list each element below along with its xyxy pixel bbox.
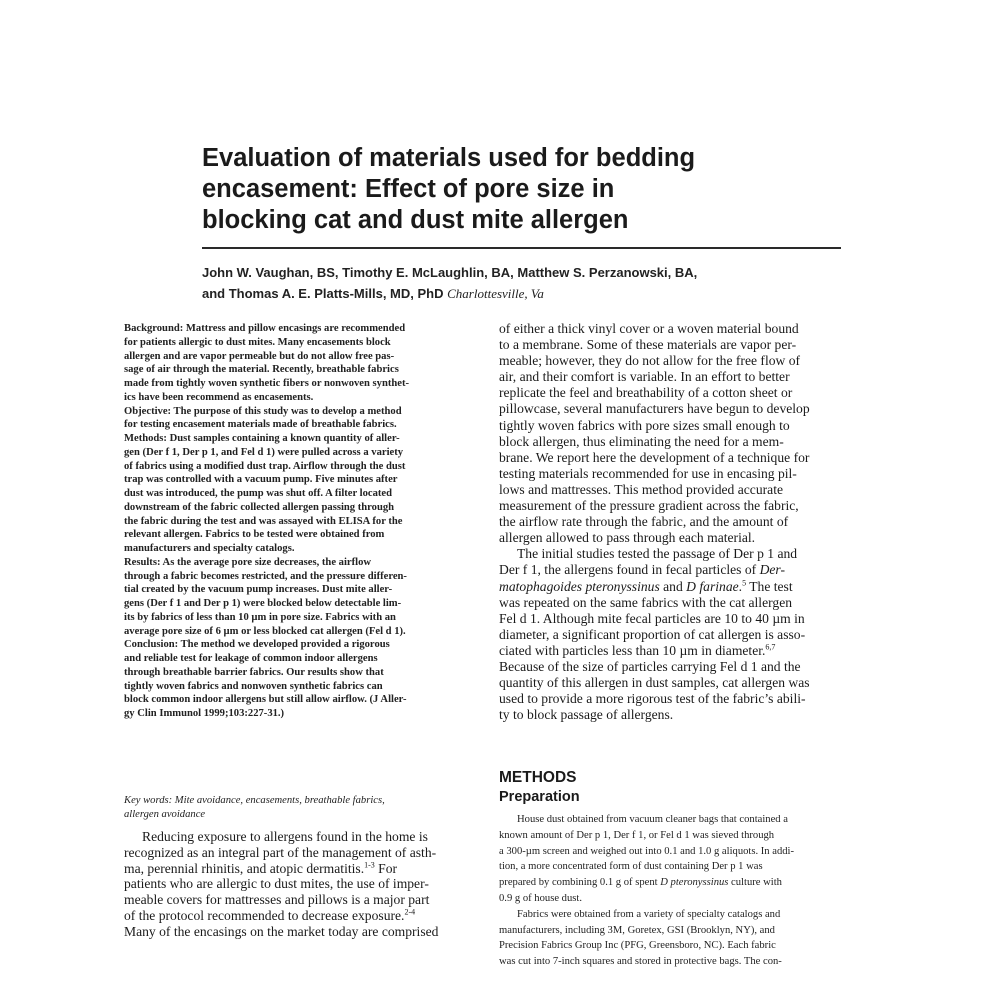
- body-line: matophagoides pteronyssinus and D farinae.$^5$ The test: [499, 577, 793, 594]
- abstract-line: Results: As the average pore size decreases, the airflow: [124, 556, 372, 568]
- body-line: measurement of the pressure gradient across the fabric,: [499, 498, 799, 514]
- abstract-line: manufacturers and specialty catalogs.: [124, 543, 295, 554]
- body-line: ciated with particles less than 10 µm in diameter.$^{6,7}$: [499, 642, 776, 658]
- methods-line: Fabrics were obtained from a variety of specialty catalogs and: [517, 908, 781, 920]
- body-line: Der f 1, the allergens found in fecal particles of Der-: [499, 562, 785, 578]
- body-line: allergen allowed to pass through each material.: [499, 530, 756, 546]
- abstract-line: sage of air through the material. Recently, breathable fabrics: [124, 364, 399, 376]
- methods-line: prepared by combining 0.1 g of spent D pteronyssinus culture with: [499, 877, 782, 889]
- body-line: used to provide a more rigorous test of the fabric’s abili-: [499, 691, 806, 707]
- body-line: tightly woven fabrics with pore sizes small enough to: [499, 417, 790, 433]
- body-line: pillowcase, several manufacturers have begun to develop: [499, 401, 810, 417]
- body-line: ty to block passage of allergens.: [499, 707, 674, 723]
- abstract-line: Background: Mattress and pillow encasings are recommended: [124, 323, 406, 334]
- body-line: was repeated on the same fabrics with the cat allergen: [499, 594, 793, 610]
- methods-line: House dust obtained from vacuum cleaner bags that contained a: [517, 814, 788, 825]
- abstract-line: Methods: Dust samples containing a known quantity of aller-: [124, 433, 400, 444]
- methods-line: was cut into 7-inch squares and stored in protective bags. The con-: [499, 956, 782, 968]
- article-title: [202, 143, 822, 236]
- abstract-line: of fabrics using a modified dust trap. Airflow through the dust: [124, 460, 406, 472]
- right-column-text: [499, 321, 844, 723]
- abstract-line: allergen and are vapor permeable but do not allow free pas-: [124, 350, 395, 362]
- author-line-1: John W. Vaughan, BS, Timothy E. McLaughlin, BA, Matthew S. Perzanowski, BA,: [202, 265, 698, 280]
- methods-line: tion, a more concentrated form of dust containing Der p 1 was: [499, 861, 763, 873]
- abstract-line: tightly woven fabrics and nonwoven synthetic fabrics can: [124, 680, 383, 692]
- author-line-2: and Thomas A. E. Platts-Mills, MD, PhD Charlottesville, Va: [202, 286, 544, 301]
- preparation-subheading: Preparation: [499, 789, 580, 805]
- abstract-line: through a fabric becomes restricted, and the pressure differen-: [124, 570, 407, 582]
- body-line: meable; however, they do not allow for the free flow of: [499, 353, 801, 369]
- intro-line: Reducing exposure to allergens found in the home is: [142, 829, 428, 844]
- title-line: Evaluation of materials used for bedding: [202, 144, 696, 172]
- body-line: to a membrane. Some of these materials are vapor per-: [499, 337, 797, 353]
- abstract-line: made from tightly woven synthetic fibers or nonwoven synthet-: [124, 378, 410, 389]
- title-line: encasement: Effect of pore size in: [202, 175, 615, 203]
- citation: 2-4: [404, 907, 416, 917]
- intro-line: meable covers for mattresses and pillows is a major part: [124, 892, 430, 908]
- methods-line: a 300-µm screen and weighed out into 0.1 and 1.0 g aliquots. In addi-: [499, 845, 795, 857]
- abstract-line: and reliable test for leakage of common indoor allergens: [124, 653, 378, 664]
- author-list: [202, 262, 852, 304]
- intro-line: ma, perennial rhinitis, and atopic dermatitis.$^{1-3}$ For: [124, 860, 398, 876]
- affiliation: Charlottesville, Va: [447, 286, 544, 301]
- abstract-line: through breathable barrier fabrics. Our results show that: [124, 666, 384, 678]
- body-line: the airflow rate through the fabric, and the amount of: [499, 514, 789, 530]
- body-line: brane. We report here the development of a technique for: [499, 449, 810, 465]
- abstract-line: dust was introduced, the pump was shut off. A filter located: [124, 488, 393, 499]
- title-rule: [202, 247, 841, 249]
- abstract-line: trap was controlled with a vacuum pump. Five minutes after: [124, 474, 398, 486]
- methods-line: known amount of Der p 1, Der f 1, or Fel d 1 was sieved through: [499, 829, 775, 841]
- abstract-line: block common indoor allergens but still allow airflow. (J Aller-: [124, 694, 407, 706]
- abstract-line: for patients allergic to dust mites. Many encasements block: [124, 336, 391, 348]
- methods-line: Precision Fabrics Group Inc (PFG, Greensboro, NC). Each fabric: [499, 940, 776, 952]
- abstract: [124, 322, 474, 721]
- methods-heading: METHODS: [499, 769, 577, 786]
- body-line: air, and their comfort is variable. In an effort to better: [499, 369, 790, 385]
- keywords: [124, 794, 474, 821]
- intro-line: recognized as an integral part of the management of asth-: [124, 844, 437, 860]
- keywords-line: Key words: Mite avoidance, encasements, breathable fabrics,: [124, 795, 385, 806]
- citation: 6,7: [765, 642, 776, 652]
- abstract-line: Conclusion: The method we developed provided a rigorous: [124, 639, 390, 651]
- abstract-line: relevant allergen. Fabrics to be tested were obtained from: [124, 529, 385, 541]
- body-line: testing materials recommended for use in encasing pil-: [499, 465, 797, 481]
- body-line: lows and mattresses. This method provided accurate: [499, 481, 784, 497]
- keywords-line: allergen avoidance: [124, 808, 206, 820]
- abstract-line: the fabric during the test and was assayed with ELISA for the: [124, 515, 403, 527]
- abstract-line: downstream of the fabric collected allergen passing through: [124, 501, 395, 513]
- methods-line: manufacturers, including 3M, Goretex, GSI (Brooklyn, NY), and: [499, 924, 775, 936]
- abstract-line: Objective: The purpose of this study was to develop a method: [124, 405, 402, 417]
- intro-paragraph: [124, 829, 474, 940]
- body-line: of either a thick vinyl cover or a woven material bound: [499, 321, 799, 336]
- abstract-line: for testing encasement materials made of breathable fabrics.: [124, 419, 397, 431]
- abstract-line: ics have been recommend as encasements.: [124, 391, 314, 403]
- abstract-line: gy Clin Immunol 1999;103:227-31.): [124, 708, 285, 719]
- abstract-line: gen (Der f 1, Der p 1, and Fel d 1) were pulled across a variety: [124, 446, 404, 458]
- intro-line: Many of the encasings on the market today are comprised: [124, 923, 439, 939]
- body-line: replicate the feel and breathability of a cotton sheet or: [499, 385, 793, 401]
- body-line: block allergen, thus eliminating the need for a mem-: [499, 433, 784, 449]
- body-line: Because of the size of particles carrying Fel d 1 and the: [499, 658, 801, 674]
- abstract-line: average pore size of 6 µm or less blocked cat allergen (Fel d 1).: [124, 625, 406, 637]
- abstract-line: its by fabrics of less than 10 µm in pore size. Fabrics with an: [124, 611, 396, 623]
- methods-line: 0.9 g of house dust.: [499, 892, 582, 904]
- intro-line: patients who are allergic to dust mites, the use of imper-: [124, 876, 429, 892]
- citation: 1-3: [364, 860, 375, 870]
- methods-text: [499, 812, 844, 970]
- intro-line: of the protocol recommended to decrease exposure.$^{2-4}$: [124, 907, 416, 923]
- body-line: quantity of this allergen in dust samples, cat allergen was: [499, 675, 810, 691]
- body-line: diameter, a significant proportion of cat allergen is asso-: [499, 626, 806, 642]
- abstract-line: tial created by the vacuum pump increases. Dust mite aller-: [124, 584, 393, 596]
- citation: 5: [742, 577, 747, 587]
- body-line: The initial studies tested the passage of Der p 1 and: [517, 546, 798, 562]
- body-line: Fel d 1. Although mite fecal particles are 10 to 40 µm in: [499, 610, 805, 626]
- abstract-line: gens (Der f 1 and Der p 1) were blocked below detectable lim-: [124, 598, 402, 609]
- title-line: blocking cat and dust mite allergen: [202, 206, 629, 234]
